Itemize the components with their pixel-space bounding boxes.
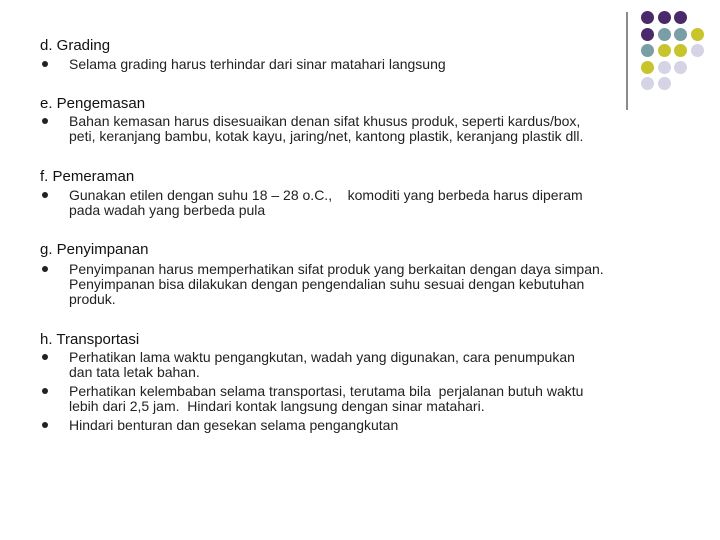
section-transportasi xyxy=(40,331,700,433)
list-item xyxy=(40,114,700,144)
bullet-text: Perhatikan kelembaban selama transportasi, terutama bila perjalanan butuh waktu lebih dari 2,5 jam. Hindari kontak langsung dengan sinar matahari. xyxy=(69,383,584,414)
list-item xyxy=(40,57,700,72)
list-item xyxy=(40,188,700,218)
bullet-list xyxy=(40,114,700,144)
bullet-icon xyxy=(42,354,48,360)
list-item xyxy=(40,384,700,414)
bullet-list xyxy=(40,57,700,72)
bullet-icon xyxy=(42,388,48,394)
decorative-dot xyxy=(641,77,654,90)
section-heading: d. Grading xyxy=(40,37,111,54)
bullet-list xyxy=(40,350,700,433)
bullet-text: Selama grading harus terhindar dari sinar matahari langsung xyxy=(69,56,446,72)
bullet-icon xyxy=(42,266,48,272)
bullet-text: Hindari benturan dan gesekan selama pengangkutan xyxy=(69,417,399,433)
decorative-dot xyxy=(674,11,687,24)
list-item xyxy=(40,262,700,307)
bullet-text: Bahan kemasan harus disesuaikan denan sifat khusus produk, seperti kardus/box, peti, keranjang bambu, kotak kayu, jaring/net, kantong plastik, keranjang plastik dll. xyxy=(69,113,584,144)
bullet-icon xyxy=(42,422,48,428)
bullet-icon xyxy=(42,118,48,124)
section-heading: e. Pengemasan xyxy=(40,95,146,112)
bullet-icon xyxy=(42,61,48,67)
list-item xyxy=(40,350,700,380)
bullet-icon xyxy=(42,192,48,198)
bullet-text: Gunakan etilen dengan suhu 18 – 28 o.C., komoditi yang berbeda harus diperam pada wadah yang berbeda pula xyxy=(69,187,583,218)
bullet-text: Penyimpanan harus memperhatikan sifat produk yang berkaitan dengan daya simpan. Penyimpanan bisa dilakukan dengan pengendalian suhu sesuai dengan kebutuhan produk. xyxy=(69,261,604,307)
decorative-dot xyxy=(658,11,671,24)
section-heading: h. Transportasi xyxy=(40,331,140,348)
section-grading xyxy=(40,37,700,72)
list-item xyxy=(40,418,700,433)
bullet-list xyxy=(40,262,700,307)
section-penyimpanan xyxy=(40,241,700,307)
decorative-dot xyxy=(658,77,671,90)
decorative-dot xyxy=(641,11,654,24)
section-heading: f. Pemeraman xyxy=(40,168,135,185)
bullet-list xyxy=(40,188,700,218)
section-pemeraman xyxy=(40,168,700,218)
section-pengemasan xyxy=(40,95,700,144)
bullet-text: Perhatikan lama waktu pengangkutan, wadah yang digunakan, cara penumpukan dan tata letak bahan. xyxy=(69,349,575,380)
section-heading: g. Penyimpanan xyxy=(40,241,149,258)
